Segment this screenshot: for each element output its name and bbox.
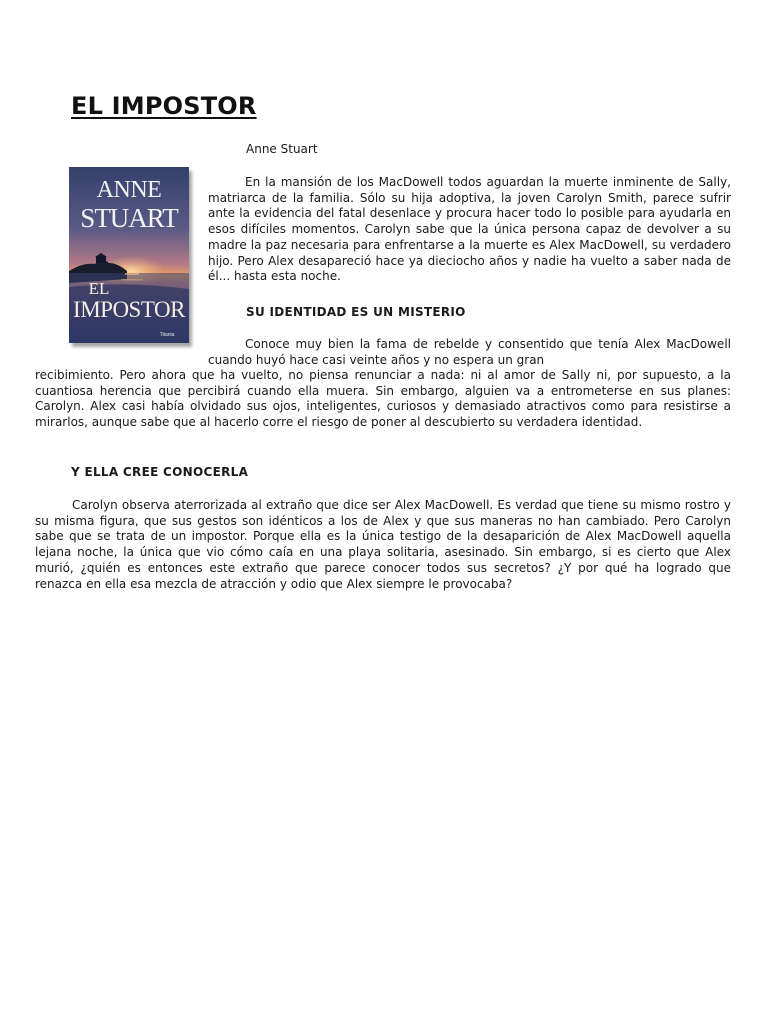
cover-author-line2: STUART [80, 203, 178, 233]
book-cover-image [69, 167, 189, 343]
section1-paragraph-rest: recibimiento. Pero ahora que ha vuelto, no piensa renunciar a nada: ni al amor de Sally ni, por supuesto, a la cuantiosa herencia que percibirá cuando ella muera. Sin embargo, alguien va a entrometerse en sus planes: Carolyn. Alex casi había olvidado sus ojos, inteligentes, curiosos y demasiado atractivos como para resistirse a mirarlos, aunque sabe que al hacerlo corre el riesgo de poner al descubierto su verdadera identidad. [35, 368, 731, 430]
cover-title-line1: EL [88, 279, 110, 298]
section1-paragraph-start: Conoce muy bien la fama de rebelde y consentido que tenía Alex MacDowell cuando huyó hace casi veinte años y no espera un gran [208, 337, 731, 367]
document-title: EL IMPOSTOR [71, 92, 257, 120]
author-name: Anne Stuart [246, 142, 318, 156]
cover-title-line2: IMPOSTOR [73, 297, 185, 322]
cover-author-line1: ANNE [96, 177, 162, 203]
section-heading-believes: Y ELLA CREE CONOCERLA [71, 465, 249, 479]
section-heading-identity: SU IDENTIDAD ES UN MISTERIO [246, 305, 466, 319]
cover-publisher: Titania [159, 332, 175, 338]
section2-paragraph: Carolyn observa aterrorizada al extraño que dice ser Alex MacDowell. Es verdad que tiene su mismo rostro y su misma figura, que sus gestos son idénticos a los de Alex y que sus maneras no han cambiado. Pero Carolyn sabe que se trata de un impostor. Porque ella es la única testigo de la desaparición de Alex MacDowell aquella lejana noche, la única que vio cómo caía en una playa solitaria, asesinado. Sin embargo, si es cierto que Alex murió, ¿quién es entonces este extraño que parece conocer todos sus secretos? ¿Y por qué ha logrado que renazca en ella esa mezcla de atracción y odio que Alex siempre le provocaba? [35, 498, 731, 591]
intro-paragraph: En la mansión de los MacDowell todos aguardan la muerte inminente de Sally, matriarca de la familia. Sólo su hija adoptiva, la joven Carolyn Smith, parece sufrir ante la evidencia del fatal desenlace y procura hacer todo lo posible para ayudarla en esos difíciles momentos. Carolyn sabe que la única persona capaz de devolver a su madre la paz necesaria para enfrentarse a la muerte es Alex MacDowell, su verdadero hijo. Pero Alex desapareció hace ya dieciocho años y nadie ha vuelto a saber nada de él... hasta esta noche. [208, 175, 731, 284]
